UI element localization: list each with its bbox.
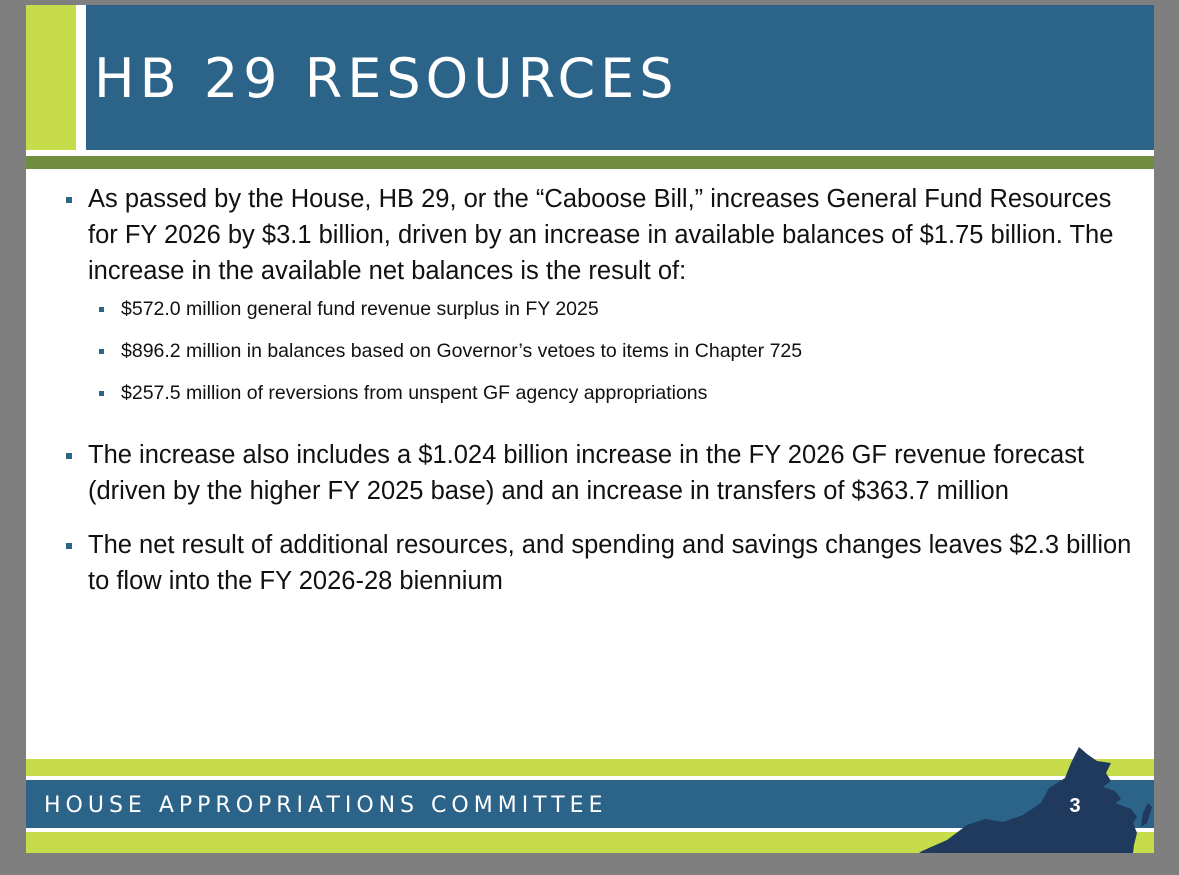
bullet-item: [66, 527, 1136, 599]
sub-bullet-text: $572.0 million general fund revenue surplus in FY 2025: [121, 298, 599, 320]
slide-title: HB 29 RESOURCES: [94, 47, 679, 110]
square-bullet-icon: [99, 391, 104, 396]
page-number: 3: [1069, 795, 1081, 817]
sub-bullet-item: [99, 295, 1136, 323]
square-bullet-icon: [66, 453, 72, 459]
slide: [26, 5, 1154, 853]
header-accent-gap: [76, 5, 86, 150]
square-bullet-icon: [66, 543, 72, 549]
square-bullet-icon: [66, 197, 72, 203]
bullet-text: The net result of additional resources, and spending and savings changes leaves $2.3 billion to flow into the FY 2026-28 biennium: [88, 531, 1132, 595]
virginia-state-silhouette-icon: [919, 743, 1154, 853]
bullet-text: The increase also includes a $1.024 billion increase in the FY 2026 GF revenue forecast (driven by the higher FY 2025 base) and an increase in transfers of $363.7 million: [88, 441, 1085, 505]
square-bullet-icon: [99, 307, 104, 312]
footer-committee-name: HOUSE APPROPRIATIONS COMMITTEE: [44, 793, 608, 818]
title-bar: [86, 5, 1154, 150]
square-bullet-icon: [99, 349, 104, 354]
bullet-item: [66, 181, 1136, 289]
title-underline-rule: [26, 156, 1154, 169]
header-accent-strip: [26, 5, 76, 150]
sub-bullet-item: [99, 337, 1136, 365]
sub-bullet-text: $257.5 million of reversions from unspent GF agency appropriations: [121, 382, 708, 404]
sub-bullet-text: $896.2 million in balances based on Governor’s vetoes to items in Chapter 725: [121, 340, 803, 362]
sub-bullet-item: [99, 379, 1136, 407]
bullet-item: [66, 437, 1136, 509]
bullet-text: As passed by the House, HB 29, or the “Caboose Bill,” increases General Fund Resources for FY 2026 by $3.1 billion, driven by an increase in available balances of $1.75 billion. The increase in the available net balances is the result of:: [88, 185, 1114, 285]
bullet-list: [66, 181, 1136, 599]
